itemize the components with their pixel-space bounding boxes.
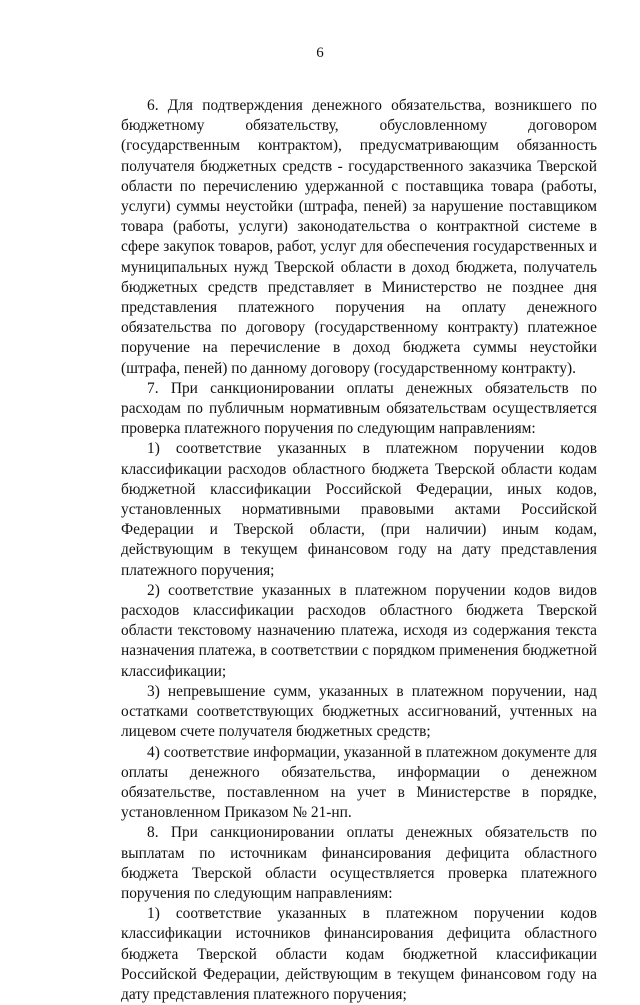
paragraph-7-item-3: 3) непревышение сумм, указанных в платежном поручении, над остатками соответствующих бюджетных ассигнований, учтенных на лицевом счете получателя бюджетных средств;: [121, 682, 597, 741]
paragraph-8-item-1: 1) соответствие указанных в платежном поручении кодов классификации источников финансирования дефицита областного бюджета Тверской области кодам бюджетной классификации Российской Федерации, действующим в текущем финансовом году на дату представления платежного поручения;: [121, 905, 597, 1003]
paragraph-6: 6. Для подтверждения денежного обязательства, возникшего по бюджетному обязательству, обусловленному договором (государственным контрактом), предусматривающим обязанность получателя бюджетных средств - государственного заказчика Тверской области по перечислению удержанной с поставщика товара (работы, услуги) суммы неустойки (штрафа, пеней) за нарушение поставщиком товара (работы, услуги) законодательства о контрактной системе в сфере закупок товаров, работ, услуг для обеспечения государственных и муниципальных нужд Тверской области в доход бюджета, получатель бюджетных средств представляет в Министерство не позднее дня представления платежного поручения на оплату денежного обязательства по договору (государственному контракту) платежное поручение на перечисление в доход бюджета суммы неустойки (штрафа, пеней) по данному договору (государственному контракту).: [121, 97, 597, 377]
paragraph-7-item-2: 2) соответствие указанных в платежном поручении кодов видов расходов классификации расходов областного бюджета Тверской области текстовому назначению платежа, исходя из содержания текста назначения платежа, в соответствии с порядком применения бюджетной классификации;: [121, 581, 597, 680]
paragraph-7-item-1: 1) соответствие указанных в платежном поручении кодов классификации расходов областного бюджета Тверской области кодам бюджетной классификации Российской Федерации, иных кодов, установленных нормативными правовыми актами Российской Федерации и Тверской области, (при наличии) иным кодам, действующим в текущем финансовом году на дату представления платежного поручения;: [121, 440, 597, 579]
paragraph-7: 7. При санкционировании оплаты денежных обязательств по расходам по публичным нормативным обязательствам осуществляется проверка платежного поручения по следующим направлениям:: [121, 379, 597, 438]
paragraph-8: 8. При санкционировании оплаты денежных обязательств по выплатам по источникам финансирования дефицита областного бюджета Тверской области осуществляется проверка платежного поручения по следующим направлениям:: [121, 824, 597, 902]
document-body: [121, 96, 597, 1005]
paragraph-7-item-4: 4) соответствие информации, указанной в платежном документе для оплаты денежного обязательства, информации о денежном обязательстве, поставленном на учет в Министерстве в порядке, установленном Приказом № 21-нп.: [121, 743, 597, 822]
page-number: 6: [316, 45, 324, 61]
